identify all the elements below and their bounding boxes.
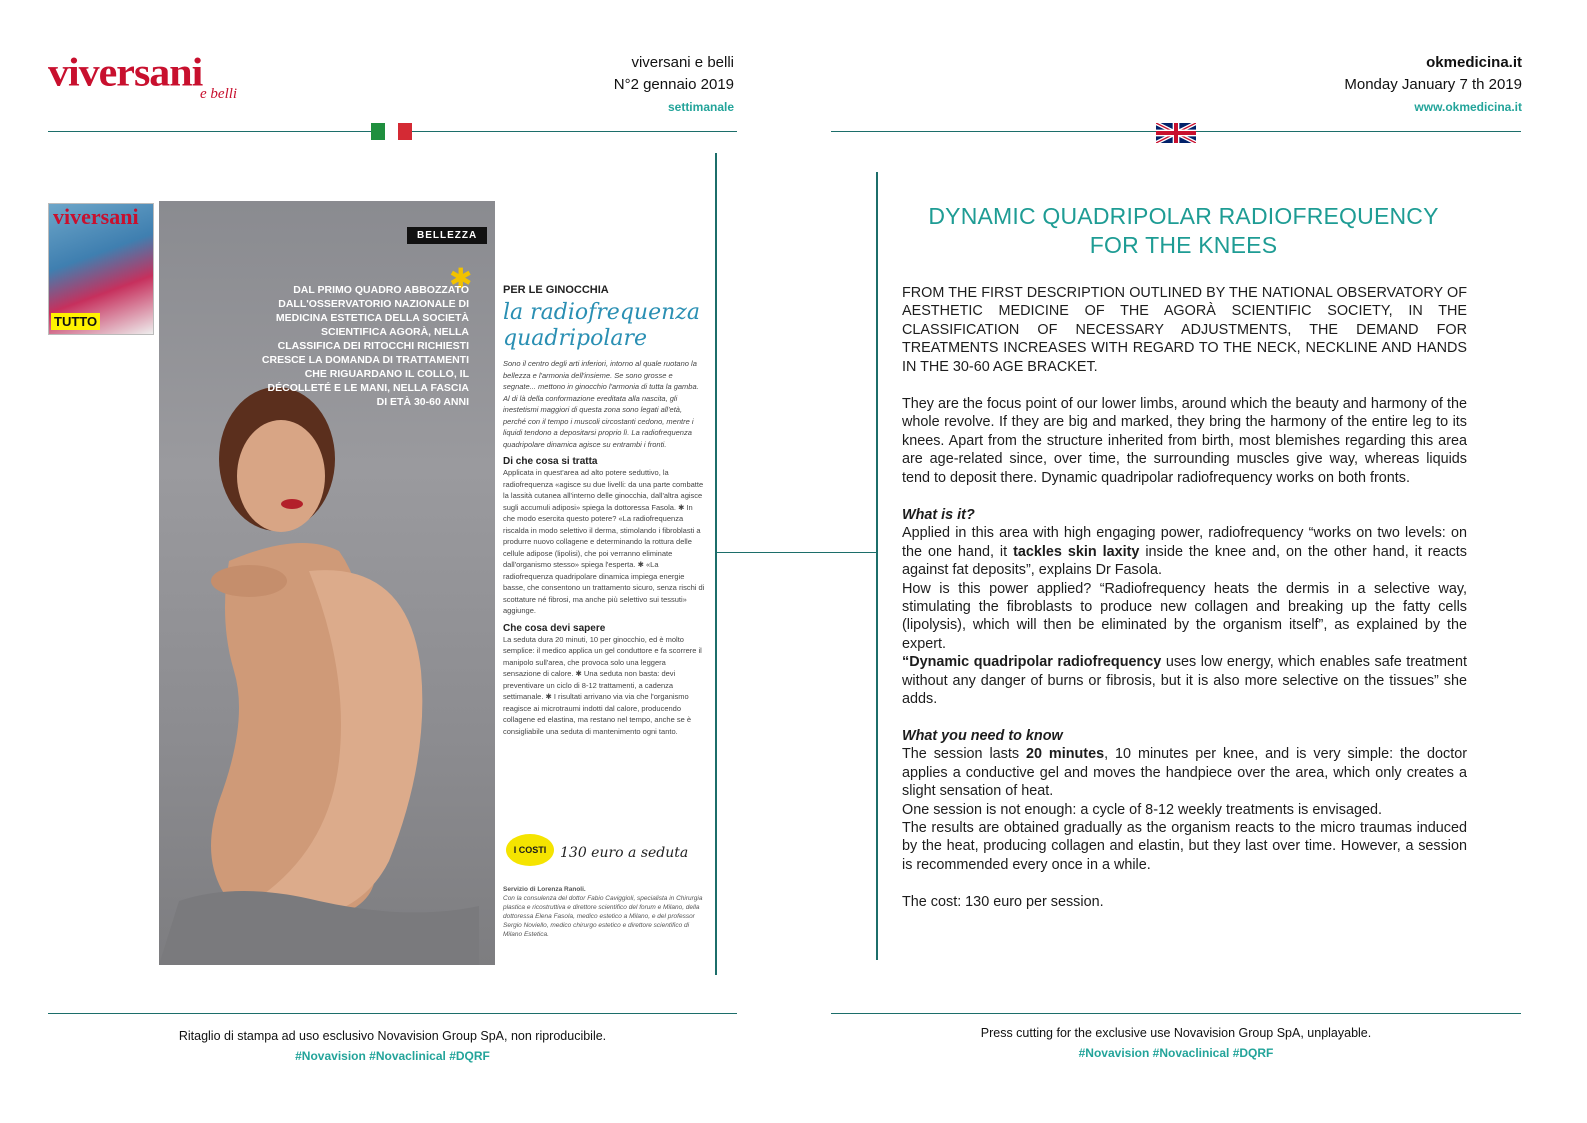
clip-paragraph-1: Applicata in quest'area ad alto potere seduttivo, la radiofrequenza «agisce su due livelli: da una parte combatte la lassità cutanea all'interno delle ginocchia, dall'altra agisce sugli accumuli adiposi» spiega la dottoressa Fasola. ✱ In che modo esercita questo potere? «La radiofrequenza riscalda in modo selettivo il derma, stimolando i fibroblasti a produrre nuovo collagene e determinando la rottura delle cellule adipose (lipolisi), che poi verranno eliminate dall'organismo stesso» spiega l'esperta. ✱ «La radiofrequenza quadripolare dinamica impiega energie basse, che consentono un trattamento sicuro, senza rischi di scottature né fibrosi, ma anche più selettivo sui tessuti» aggiunge. bbox=[503, 468, 705, 615]
credits-body: Con la consulenza del dottor Fabio Caviggioli, specialista in Chirurgia plastica e ricostruttiva e direttore scientifico del forum e Milano, della dottoressa Elena Fasola, medico estetico a Milano, e del professor Sergio Noviello, medico chirurgo estetico e direttore scientifico di Milano Estetica. bbox=[503, 895, 703, 938]
right-footer bbox=[831, 1023, 1521, 1063]
clip-intro: Sono il centro degli arti inferiori, intorno al quale ruotano la bellezza e l'armonia dell'insieme. Se sono grosse e segnate... mettono in ginocchio l'armonia di tutta la gamba. Al di là della conformazione ereditata alla nascita, gli inestetismi maggiori di questa zona sono legati all'età, perché con il tempo i muscoli circostanti cedono, mentre i liquidi tendono a depositarsi proprio lì. La radiofrequenza quadripolare dinamica agisce su entrambi i fronti. bbox=[503, 359, 699, 449]
article-lead bbox=[902, 284, 1467, 376]
publication-date: Monday January 7 th 2019 bbox=[1344, 76, 1522, 93]
subheading-what-you-need: What you need to know bbox=[902, 728, 1063, 744]
article-cost bbox=[902, 893, 1467, 911]
article-title-line2: FOR THE KNEES bbox=[1089, 232, 1278, 258]
article-title bbox=[900, 202, 1467, 260]
left-vertical-rule bbox=[715, 153, 717, 975]
costs-value: 130 euro a seduta bbox=[560, 845, 689, 861]
article-photo bbox=[159, 201, 495, 965]
answer-2: How is this power applied? “Radiofrequency heats the dermis in a selective way, stimulating the fibroblasts to produce new collagen and breaking up the fatty cells (lipolysis), which will then be eliminated by the organism itself”, as explained by the expert. bbox=[902, 580, 1467, 652]
need-3: The results are obtained gradually as the organism reacts to the micro traumas induced by the heat, producing collagen and elastin, but they last over time. However, a session is recommended every once in a while. bbox=[902, 820, 1467, 873]
answer-3: “Dynamic quadripolar radiofrequency uses low energy, which enables safe treatment without any danger of burns or fibrosis, but it is also more selective on the tissues” she adds. bbox=[902, 654, 1467, 708]
thumb-title: viversani bbox=[53, 204, 139, 229]
star-icon: ✱ bbox=[449, 263, 473, 294]
italy-flag-icon bbox=[371, 123, 412, 140]
cost-line: The cost: 130 euro per session. bbox=[902, 894, 1104, 910]
thumb-tag: TUTTO bbox=[51, 313, 100, 330]
answer-1: Applied in this area with high engaging power, radiofrequency “works on two levels: on the one hand, it tackles skin laxity inside the knee and, on the other hand, it reacts against fat deposits”, explains Dr Fasola. bbox=[902, 525, 1467, 579]
left-footer bbox=[48, 1026, 737, 1066]
right-masthead bbox=[1222, 52, 1522, 118]
clip-title: la radiofrequenza quadripolare bbox=[503, 300, 700, 351]
magazine-cover-thumbnail bbox=[48, 203, 154, 335]
clip-heading-2: Che cosa devi sapere bbox=[503, 622, 606, 634]
left-footer-line: Ritaglio di stampa ad uso esclusivo Novavision Group SpA, non riproducibile. bbox=[178, 1029, 607, 1043]
left-footer-rule bbox=[48, 1013, 737, 1014]
left-masthead bbox=[434, 52, 734, 118]
right-footer-line: Press cutting for the exclusive use Novavision Group SpA, unplayable. bbox=[980, 1026, 1372, 1040]
article-title-line1: DYNAMIC QUADRIPOLAR RADIOFREQUENCY bbox=[928, 203, 1439, 229]
uk-flag-icon bbox=[1156, 123, 1196, 143]
site-name: okmedicina.it bbox=[1426, 54, 1522, 71]
publication-name: viversani e belli bbox=[631, 54, 734, 71]
article-intro bbox=[902, 395, 1467, 487]
left-footer-tags: #Novavision #Novaclinical #DQRF bbox=[295, 1049, 490, 1063]
lead-paragraph: FROM THE FIRST DESCRIPTION OUTLINED BY THE NATIONAL OBSERVATORY OF AESTHETIC MEDICINE OF THE AGORÀ SCIENTIFIC SOCIETY, IN THE CLASSIFICATION OF NECESSARY ADJUSTMENTS, THE DEMAND FOR TREATMENTS INCREASES WITH REGARD TO THE NECK, NECKLINE AND HANDS IN THE 30-60 AGE BRACKET. bbox=[902, 285, 1467, 375]
subheading-what-is-it: What is it? bbox=[902, 507, 975, 523]
site-url[interactable]: www.okmedicina.it bbox=[1414, 100, 1522, 114]
right-footer-rule bbox=[831, 1013, 1521, 1014]
clip-kicker: PER LE GINOCCHIA bbox=[503, 284, 609, 296]
section-what-you-need bbox=[902, 727, 1467, 874]
section-badge: BELLEZZA bbox=[407, 227, 487, 244]
costs-badge: I COSTI bbox=[506, 834, 554, 866]
issue-date: N°2 gennaio 2019 bbox=[613, 76, 734, 93]
section-what-is-it bbox=[902, 506, 1467, 708]
clip-article-text bbox=[503, 284, 705, 737]
clip-paragraph-2: La seduta dura 20 minuti, 10 per ginocchio, ed è molto semplice: il medico applica un gel conduttore e fa scorrere il manipolo sull'area, che provoca solo una leggera sensazione di calore. ✱ Una seduta non basta: devi preventivare un ciclo di 8-12 trattamenti, a cadenza settimanale. ✱ I risultati arrivano via via che l'organismo reagisce ai microtraumi indotti dal calore, producendo collagene ed elastina, ma restano nel tempo, anche se è consigliabile una seduta di mantenimento ogni tanto. bbox=[503, 634, 702, 736]
viversani-logo-sub: e belli bbox=[200, 86, 238, 102]
clip-credits bbox=[503, 885, 705, 939]
need-1: The session lasts 20 minutes, 10 minutes per knee, and is very simple: the doctor applies a conductive gel and moves the handpiece over the area, which only creates a slight sensation of heat. bbox=[902, 746, 1467, 800]
photo-caption: DAL PRIMO QUADRO ABBOZZATO DALL'OSSERVATORIO NAZIONALE DI MEDICINA ESTETICA DELLA SOCIETÀ SCIENTIFICA AGORÀ, NELLA CLASSIFICA DEI RITOCCHI RICHIESTI CRESCE LA DOMANDA DI TRATTAMENTI CHE RIGUARDANO IL COLLO, IL DÉCOLLETÉ E LE MANI, NELLA FASCIA DI ETÀ 30-60 ANNI bbox=[261, 284, 469, 408]
clip-heading-1: Di che cosa si tratta bbox=[503, 456, 598, 467]
need-2: One session is not enough: a cycle of 8-12 weekly treatments is envisaged. bbox=[902, 801, 1382, 818]
right-footer-tags: #Novavision #Novaclinical #DQRF bbox=[1078, 1046, 1274, 1060]
frequency-label: settimanale bbox=[667, 100, 734, 114]
intro-paragraph: They are the focus point of our lower limbs, around which the beauty and harmony of the whole revolve. If they are big and marked, they bring the harmony of the entire leg to its knees. Apart from the structure inherited from birth, most blemishes regarding this area are age-related since, over time, the surrounding muscles give way, whereas liquids tend to deposit there. Dynamic quadripolar radiofrequency works on both fronts. bbox=[902, 396, 1467, 486]
right-vertical-rule bbox=[876, 172, 878, 960]
viversani-logo: viversani bbox=[48, 51, 203, 95]
credits-head: Servizio di Lorenza Ranoli. bbox=[503, 886, 586, 893]
connector-rule bbox=[717, 552, 877, 553]
